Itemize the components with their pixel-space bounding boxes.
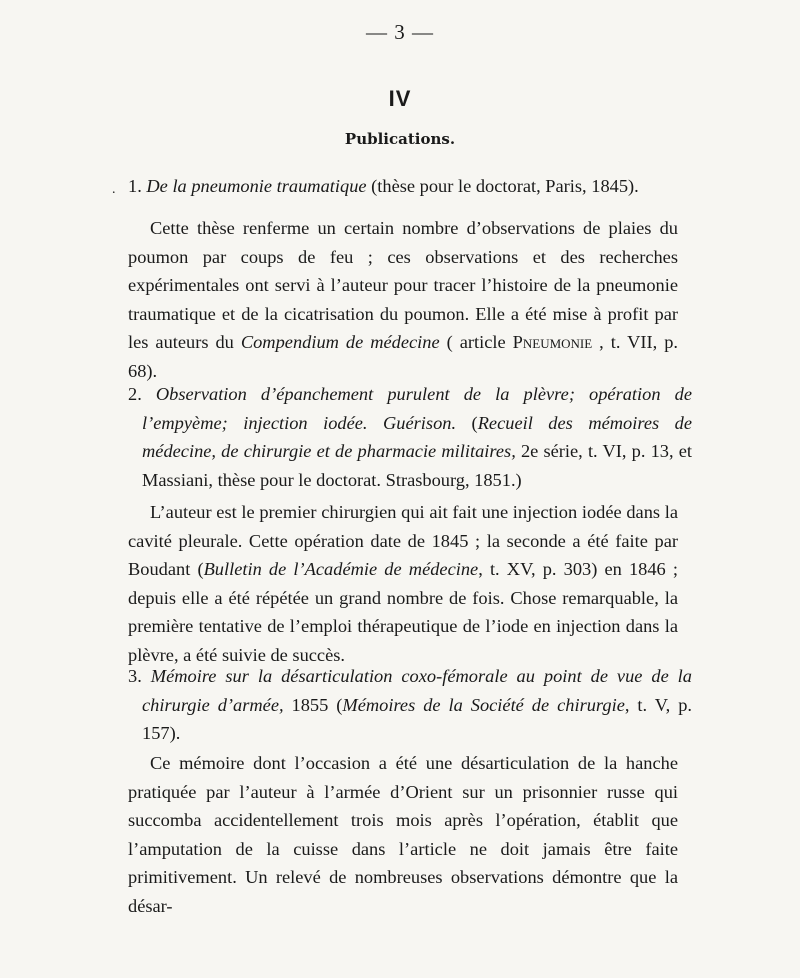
entry-1-body-smallcaps: Pneumonie	[512, 332, 593, 352]
entry-1-title: De la pneumonie traumatique	[146, 176, 367, 196]
entry-3-body	[128, 749, 678, 920]
entry-3-source: Mémoires de la Société de chirurgie	[342, 694, 625, 715]
margin-dot: .	[112, 182, 116, 197]
entry-2-citation	[128, 380, 692, 494]
entry-3-number: 3.	[128, 666, 142, 686]
entry-1-number: 1.	[128, 176, 142, 196]
entry-1-body-mid: ( article	[439, 332, 513, 352]
entry-1-body	[128, 214, 678, 385]
entry-2-body-end: , t. XV, p. 303) en 1846 ; depuis elle a été répétée un grand nombre de fois. Chose remarquable, la première tentative de l’emploi thérapeutique de l’iode en injection dans la plèvre, a été suivie de succès.	[128, 559, 678, 665]
entry-2-citation-open: (	[456, 412, 478, 433]
entry-1-citation	[128, 172, 678, 201]
page-number: — 3 —	[366, 20, 434, 44]
entry-2-title: Observation d’épanchement purulent de la plèvre; opération de l’empyème; injection iodée. Guérison.	[142, 384, 692, 433]
entry-1-citation-rest: (thèse pour le doctorat, Paris, 1845).	[366, 176, 639, 196]
entry-1-body-text: Cette thèse renferme un certain nombre d’observations de plaies du poumon par coups de feu ; ces observations et des recherches expérimentales ont servi à l’auteur pour tracer l’histoire de la pneumonie traumatique et de la cicatrisation du poumon. Elle a été mise à profit par les auteurs du	[128, 218, 678, 352]
entry-3-citation	[128, 662, 692, 748]
entry-3-citation-mid: 1855 (	[283, 694, 343, 715]
entry-2-number: 2.	[128, 384, 142, 404]
entry-3-citation-rest: , t. V, p. 157).	[142, 694, 692, 743]
section-title: Publications.	[344, 130, 456, 148]
entry-3-title: Mémoire sur la désarticulation coxo-fémorale au point de vue de la chirurgie d’armée,	[142, 666, 692, 715]
entry-2-source: Recueil des mémoires de médecine, de chirurgie et de pharmacie militaires,	[142, 412, 692, 461]
entry-2-citation-rest: 2e série, t. VI, p. 13, et Massiani, thèse pour le doctorat. Strasbourg, 1851.)	[142, 441, 692, 490]
entry-2-body-italic: Bulletin de l’Académie de médecine	[203, 559, 479, 579]
entry-1-body-end: , t. VII, p. 68).	[128, 332, 678, 381]
entry-2-body	[128, 498, 678, 669]
entry-1-body-italic: Compendium de médecine	[240, 332, 440, 352]
entry-3-body-text: Ce mémoire dont l’occasion a été une désarticulation de la hanche pratiquée par l’auteur à l’armée d’Orient sur un prisonnier russe qui succomba accidentellement trois mois après l’opération, établit que l’amputation de la cuisse dans l’article ne doit jamais être faite primitivement. Un relevé de nombreuses observations démontre que la désar-	[128, 753, 678, 916]
entry-2-body-text: L’auteur est le premier chirurgien qui ait fait une injection iodée dans la cavité pleurale. Cette opération date de 1845 ; la seconde a été faite par Boudant (	[128, 502, 678, 579]
section-number: IV	[388, 86, 412, 111]
